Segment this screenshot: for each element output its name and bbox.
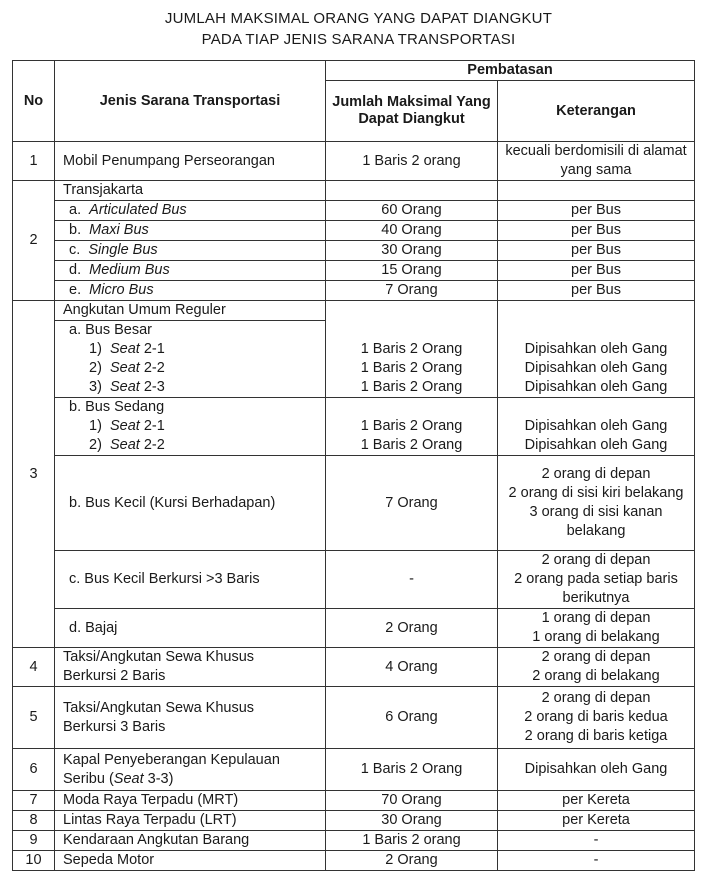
sub-group-label: b. Bus Sedang — [69, 399, 165, 415]
row-jumlah: 1 Baris 2 Orang 1 Baris 2 Orang — [326, 398, 498, 456]
header-jumlah: Jumlah Maksimal Yang Dapat Diangkut — [326, 81, 498, 142]
row-jenis: b. Bus Kecil (Kursi Berhadapan) — [55, 456, 326, 551]
row-jumlah: 30 Orang — [326, 241, 498, 261]
table-row — [13, 321, 695, 398]
row-jumlah: 60 Orang — [326, 201, 498, 221]
row-keterangan: Dipisahkan oleh Gang — [498, 749, 695, 791]
table-row — [13, 791, 695, 811]
row-jenis: Kendaraan Angkutan Barang — [55, 831, 326, 851]
row-keterangan: per Kereta — [498, 791, 695, 811]
row-jenis-bus-sedang: b. Bus Sedang 1) Seat 2-1 2) Seat 2-2 — [55, 398, 326, 456]
row-jumlah: 2 Orang — [326, 609, 498, 648]
row-keterangan: per Bus — [498, 261, 695, 281]
row-no: 2 — [13, 181, 55, 301]
row-no: 3 — [13, 301, 55, 648]
row-no: 4 — [13, 648, 55, 687]
row-keterangan: per Bus — [498, 221, 695, 241]
row-jenis: Kapal Penyeberangan Kepulauan Seribu (Seat 3-3) — [55, 749, 326, 791]
header-pembatasan: Pembatasan — [326, 61, 695, 81]
row-jenis: e. Micro Bus — [55, 281, 326, 301]
table-row — [13, 142, 695, 181]
row-jumlah: 40 Orang — [326, 221, 498, 241]
row-keterangan: Dipisahkan oleh Gang Dipisahkan oleh Gang — [498, 398, 695, 456]
row-jumlah: 4 Orang — [326, 648, 498, 687]
row-keterangan: 2 orang di depan 2 orang pada setiap baris berikutnya — [498, 551, 695, 609]
row-jumlah: 70 Orang — [326, 791, 498, 811]
row-keterangan: per Bus — [498, 201, 695, 221]
row-keterangan: - — [498, 851, 695, 871]
row-jumlah: 1 Baris 2 orang — [326, 831, 498, 851]
row-jenis: Taksi/Angkutan Sewa Khusus Berkursi 2 Baris — [55, 648, 326, 687]
group-label: Angkutan Umum Reguler — [55, 301, 326, 321]
sub-group-label: a. Bus Besar — [69, 322, 153, 338]
transport-capacity-table — [12, 60, 695, 871]
row-jumlah: 30 Orang — [326, 811, 498, 831]
row-keterangan: per Kereta — [498, 811, 695, 831]
header-jenis: Jenis Sarana Transportasi — [55, 61, 326, 142]
row-keterangan: per Bus — [498, 241, 695, 261]
table-row — [13, 241, 695, 261]
row-jenis: Mobil Penumpang Perseorangan — [55, 142, 326, 181]
table-row — [13, 851, 695, 871]
row-jenis: d. Bajaj — [55, 609, 326, 648]
row-keterangan: 2 orang di depan 2 orang di baris kedua 2 orang di baris ketiga — [498, 687, 695, 749]
row-keterangan: 1 orang di depan 1 orang di belakang — [498, 609, 695, 648]
row-jenis: Lintas Raya Terpadu (LRT) — [55, 811, 326, 831]
row-jenis: b. Maxi Bus — [55, 221, 326, 241]
row-jenis: Taksi/Angkutan Sewa Khusus Berkursi 3 Baris — [55, 687, 326, 749]
row-no: 6 — [13, 749, 55, 791]
table-row — [13, 301, 695, 321]
document-title-line-1: JUMLAH MAKSIMAL ORANG YANG DAPAT DIANGKUT — [164, 10, 553, 27]
row-jenis: d. Medium Bus — [55, 261, 326, 281]
row-jenis: a. Articulated Bus — [55, 201, 326, 221]
row-jumlah: 6 Orang — [326, 687, 498, 749]
row-jumlah: 7 Orang — [326, 456, 498, 551]
row-no: 9 — [13, 831, 55, 851]
row-keterangan: 2 orang di depan 2 orang di sisi kiri belakang 3 orang di sisi kanan belakang — [498, 456, 695, 551]
table-row — [13, 261, 695, 281]
row-jumlah: - — [326, 551, 498, 609]
row-jumlah: 1 Baris 2 Orang — [326, 749, 498, 791]
row-jumlah: 1 Baris 2 Orang 1 Baris 2 Orang 1 Baris 2 Orang — [326, 321, 498, 398]
table-row — [13, 648, 695, 687]
row-no: 10 — [13, 851, 55, 871]
row-jenis: c. Single Bus — [55, 241, 326, 261]
row-keterangan: per Bus — [498, 281, 695, 301]
row-keterangan: 2 orang di depan 2 orang di belakang — [498, 648, 695, 687]
row-jumlah: 2 Orang — [326, 851, 498, 871]
table-row — [13, 201, 695, 221]
row-keterangan: kecuali berdomisili di alamat yang sama — [498, 142, 695, 181]
row-keterangan: - — [498, 831, 695, 851]
table-row — [13, 551, 695, 609]
row-jenis: Moda Raya Terpadu (MRT) — [55, 791, 326, 811]
table-row — [13, 811, 695, 831]
row-keterangan: Dipisahkan oleh Gang Dipisahkan oleh Gang Dipisahkan oleh Gang — [498, 321, 695, 398]
row-jenis-bus-besar: a. Bus Besar 1) Seat 2-1 2) Seat 2-2 3) Seat 2-3 — [55, 321, 326, 398]
row-jenis: c. Bus Kecil Berkursi >3 Baris — [55, 551, 326, 609]
table-row — [13, 749, 695, 791]
table-row — [13, 831, 695, 851]
table-row — [13, 687, 695, 749]
row-no: 5 — [13, 687, 55, 749]
row-jumlah: 1 Baris 2 orang — [326, 142, 498, 181]
table-row — [13, 281, 695, 301]
row-no: 1 — [13, 142, 55, 181]
table-row — [13, 221, 695, 241]
row-no: 8 — [13, 811, 55, 831]
row-no: 7 — [13, 791, 55, 811]
header-keterangan: Keterangan — [498, 81, 695, 142]
header-no: No — [13, 61, 55, 142]
row-jenis: Sepeda Motor — [55, 851, 326, 871]
table-row — [13, 609, 695, 648]
group-label: Transjakarta — [55, 181, 326, 201]
document-title-line-2: PADA TIAP JENIS SARANA TRANSPORTASI — [201, 31, 516, 48]
row-jumlah: 7 Orang — [326, 281, 498, 301]
table-row — [13, 398, 695, 456]
table-row — [13, 456, 695, 551]
table-row — [13, 181, 695, 201]
row-jumlah: 15 Orang — [326, 261, 498, 281]
